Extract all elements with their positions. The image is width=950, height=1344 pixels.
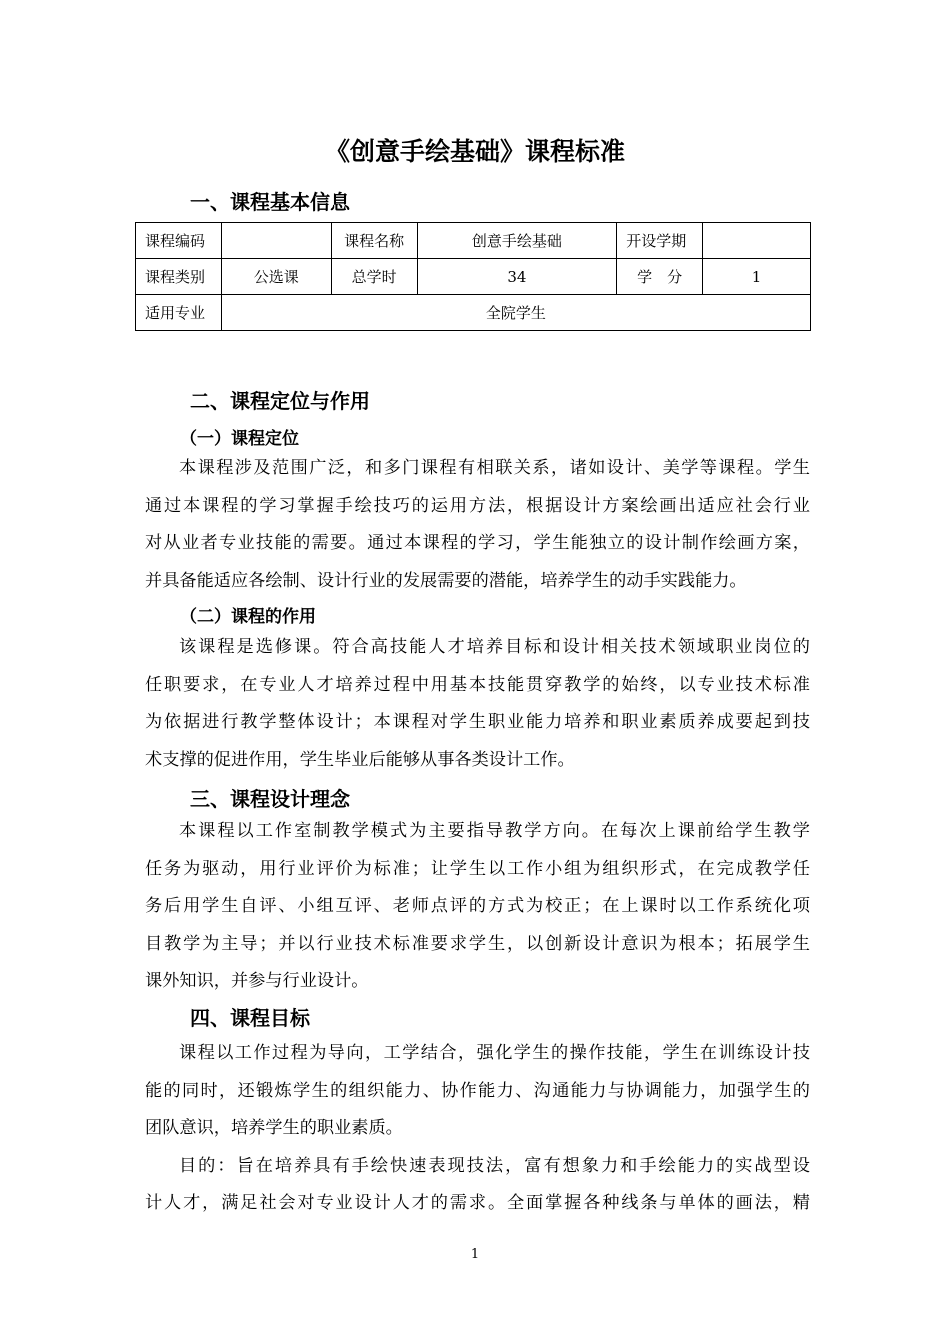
- paragraph-design-concept: [145, 813, 810, 1001]
- section3-heading: 三、课程设计理念: [190, 787, 350, 811]
- text-line: 能的同时，还锻炼学生的组织能力、协作能力、沟通能力与协调能力，加强学生的: [145, 1080, 810, 1101]
- value-course-name: 创意手绘基础: [417, 223, 617, 259]
- table-row: [136, 259, 811, 295]
- document-title: 《创意手绘基础》课程标准: [324, 137, 625, 166]
- label-course-type: 课程类别: [136, 259, 222, 295]
- section2-sub2-heading: （二）课程的作用: [180, 607, 316, 627]
- text-line: 课外知识，并参与行业设计。: [145, 971, 369, 991]
- section2-sub1-heading: （一）课程定位: [180, 429, 299, 449]
- text-line: 务后用学生自评、小组互评、老师点评的方式为校正；在上课时以工作系统化项: [145, 896, 810, 916]
- value-total-hours: 34: [417, 259, 617, 295]
- label-credits: 学 分: [617, 259, 703, 295]
- text-line: 计人才，满足社会对专业设计人才的需求。全面掌握各种线条与单体的画法，精: [145, 1193, 810, 1213]
- course-info-table: [135, 222, 811, 331]
- page-number: 1: [470, 1247, 480, 1262]
- section2-heading: 二、课程定位与作用: [190, 389, 370, 413]
- text-line: 术支撑的促进作用，学生毕业后能够从事各类设计工作。: [145, 749, 575, 770]
- text-line: 任务为驱动，用行业评价为标准；让学生以工作小组为组织形式，在完成教学任: [145, 858, 810, 879]
- table-row: [136, 223, 811, 259]
- section1-heading: 一、课程基本信息: [190, 190, 350, 214]
- label-course-code: 课程编码: [136, 223, 222, 259]
- text-line: 通过本课程的学习掌握手绘技巧的运用方法，根据设计方案绘画出适应社会行业: [145, 495, 810, 516]
- text-line: 本课程以工作室制教学模式为主要指导教学方向。在每次上课前给学生教学: [179, 821, 810, 841]
- text-line: 任职要求，在专业人才培养过程中用基本技能贯穿教学的始终，以专业技术标准: [145, 674, 810, 695]
- text-line: 对从业者专业技能的需要。通过本课程的学习，学生能独立的设计制作绘画方案，: [145, 533, 810, 553]
- label-major: 适用专业: [136, 295, 222, 331]
- paragraph-course-positioning: [145, 450, 810, 600]
- label-semester: 开设学期: [617, 223, 703, 259]
- paragraph-course-objectives: [145, 1035, 810, 1223]
- text-line: 为依据进行教学整体设计；本课程对学生职业能力培养和职业素质养成要起到技: [145, 712, 810, 732]
- text-line: 本课程涉及范围广泛，和多门课程有相联关系，诸如设计、美学等课程。学生: [179, 458, 810, 478]
- value-course-code: [221, 223, 331, 259]
- value-course-type: 公选课: [221, 259, 331, 295]
- text-line: 并具备能适应各绘制、设计行业的发展需要的潜能，培养学生的动手实践能力。: [145, 570, 747, 591]
- value-major: 全院学生: [221, 295, 810, 331]
- text-line: 目的：旨在培养具有手绘快速表现技法，富有想象力和手绘能力的实战型设: [179, 1155, 810, 1176]
- text-line: 目教学为主导；并以行业技术标准要求学生，以创新设计意识为根本；拓展学生: [145, 933, 810, 954]
- value-credits: 1: [703, 259, 811, 295]
- text-line: 该课程是选修课。符合高技能人才培养目标和设计相关技术领域职业岗位的: [179, 637, 810, 657]
- table-row: [136, 295, 811, 331]
- label-total-hours: 总学时: [331, 259, 417, 295]
- label-course-name: 课程名称: [331, 223, 417, 259]
- section4-heading: 四、课程目标: [190, 1006, 310, 1030]
- text-line: 课程以工作过程为导向，工学结合，强化学生的操作技能，学生在训练设计技: [179, 1043, 810, 1063]
- text-line: 团队意识，培养学生的职业素质。: [145, 1118, 403, 1138]
- value-semester: [703, 223, 811, 259]
- paragraph-course-role: [145, 629, 810, 779]
